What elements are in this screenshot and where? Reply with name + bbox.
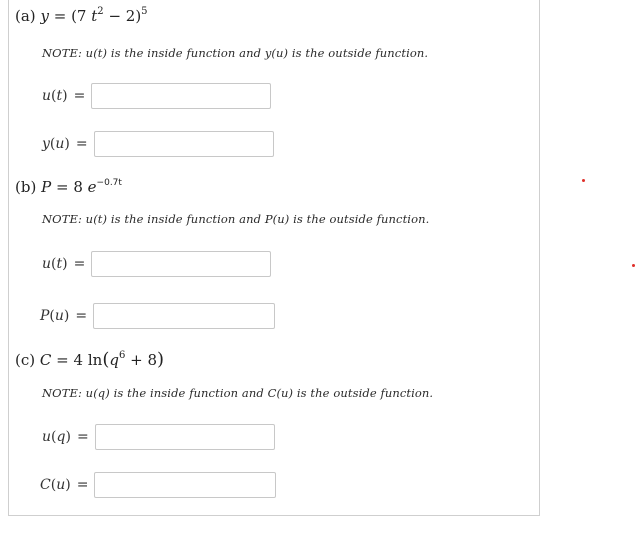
problem-c-statement <box>15 350 164 369</box>
problem-b-field-1-row <box>42 250 271 278</box>
problem-c-coef: 4 <box>73 351 84 369</box>
problem-c-field-1-equals: = <box>76 429 89 445</box>
problem-c-open-paren: ( <box>102 349 110 370</box>
problem-c-inner-var: q <box>109 351 119 369</box>
problem-b-label: (b) <box>15 178 37 196</box>
problem-a-outer-exp: 5 <box>141 6 148 17</box>
problem-c-label: (c) <box>15 351 36 369</box>
problem-a-field-2-row <box>42 130 274 158</box>
problem-a-y-input[interactable] <box>94 131 274 157</box>
problem-b-note: NOTE: u(t) is the inside function and P(u) is the outside function. <box>42 212 430 226</box>
problem-c-lhs: C <box>39 351 52 369</box>
problem-a-statement <box>15 6 148 25</box>
problem-c-field-1-label: u(q) <box>42 429 71 445</box>
problem-a-note: NOTE: u(t) is the inside function and y(u) is the outside function. <box>42 46 429 60</box>
problem-c-u-input[interactable] <box>95 424 275 450</box>
problem-b-lhs: P <box>41 178 52 196</box>
problem-a-lhs: y <box>40 7 49 25</box>
problem-b-statement <box>15 178 122 196</box>
problem-a-label: (a) <box>15 7 36 25</box>
problem-a-expr-var: t <box>91 7 98 25</box>
problem-a-field-1-label: u(t) <box>42 88 68 104</box>
problem-b-field-2-label: P(u) <box>40 308 70 324</box>
problem-a-expr-rest: − 2) <box>108 7 142 25</box>
problem-a-equals: = <box>53 7 67 25</box>
problem-b-field-1-label: u(t) <box>42 256 68 272</box>
problem-b-exponent: −0.7t <box>96 178 122 188</box>
problem-b-coef: 8 <box>73 178 83 196</box>
problem-b-field-2-equals: = <box>75 308 88 324</box>
problem-c-field-2-row <box>40 471 276 499</box>
problem-a-field-2-label: y(u) <box>42 136 70 152</box>
problem-a-field-1-row <box>42 82 271 110</box>
problem-a-expr-open: (7 <box>71 7 87 25</box>
marker-dot <box>582 179 585 182</box>
problem-c-inner-rest: + 8 <box>130 351 157 369</box>
problem-a-field-2-equals: = <box>75 136 88 152</box>
problem-a-u-input[interactable] <box>91 83 271 109</box>
problem-b-p-input[interactable] <box>93 303 275 329</box>
problem-a-expr-var-exp: 2 <box>97 6 104 17</box>
problem-b-equals: = <box>55 178 69 196</box>
problem-a-field-1-equals: = <box>73 88 86 104</box>
marker-dot <box>632 264 635 267</box>
problem-c-field-2-equals: = <box>76 477 89 493</box>
problem-c-c-input[interactable] <box>94 472 276 498</box>
problem-c-field-1-row <box>42 423 275 451</box>
problem-c-inner-exp: 6 <box>118 350 126 361</box>
problem-c-func: ln <box>87 351 103 369</box>
problem-c-close-paren: ) <box>157 349 165 370</box>
problem-b-base: e <box>87 178 97 196</box>
problem-b-u-input[interactable] <box>91 251 271 277</box>
problem-b-field-1-equals: = <box>73 256 86 272</box>
problem-c-field-2-label: C(u) <box>40 477 71 493</box>
problem-b-field-2-row <box>40 302 275 330</box>
problem-c-note: NOTE: u(q) is the inside function and C(u) is the outside function. <box>42 386 434 400</box>
problem-c-equals: = <box>56 351 69 369</box>
